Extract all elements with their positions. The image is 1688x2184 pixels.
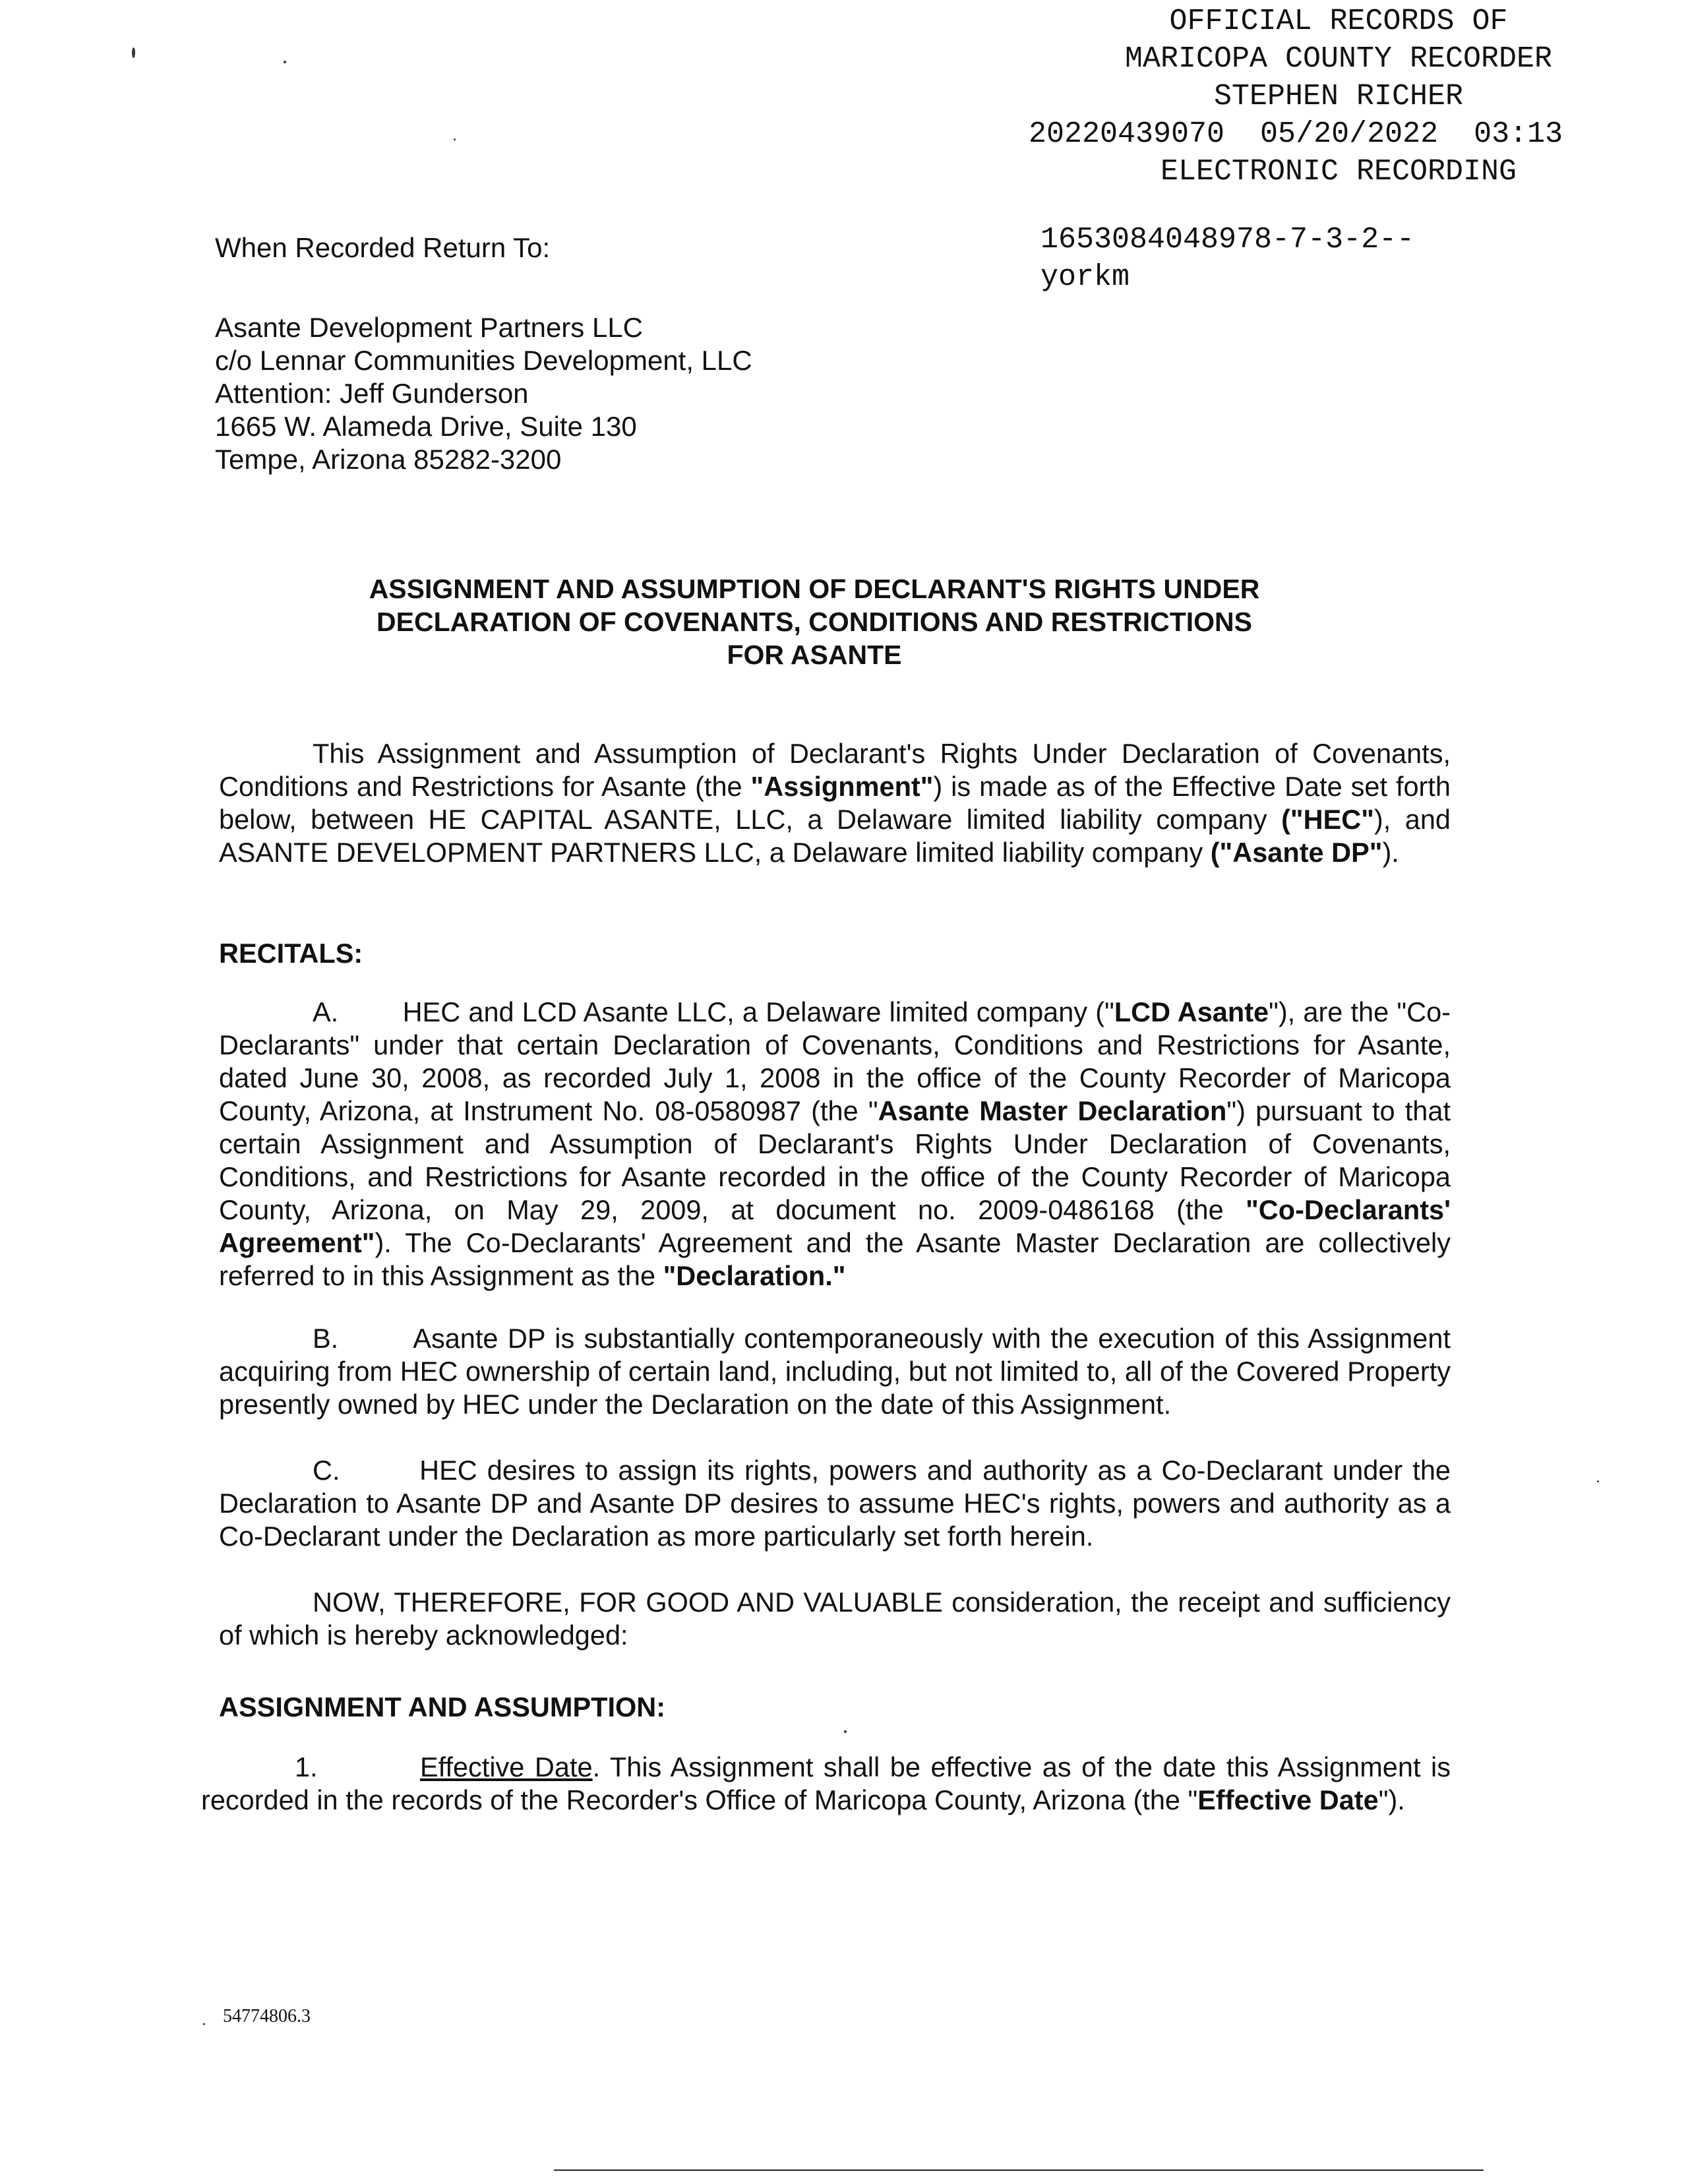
text-run: . This Assignment shall be effective as of the date this Assignment is recorded in the records of the Recorder's Office of Maricopa County, Arizona (the ": [201, 1751, 1451, 1815]
title-line: DECLARATION OF COVENANTS, CONDITIONS AND RESTRICTIONS: [377, 607, 1252, 637]
recitals-heading: RECITALS:: [219, 938, 363, 969]
address-line: c/o Lennar Communities Development, LLC: [215, 345, 752, 376]
now-therefore-paragraph: NOW, THEREFORE, FOR GOOD AND VALUABLE consideration, the receipt and sufficiency of which is hereby acknowledged:: [219, 1587, 1451, 1651]
stamp-line: STEPHEN RICHER: [1213, 80, 1464, 113]
document-title: [218, 572, 1411, 671]
section-number: 1.: [295, 1751, 318, 1782]
stamp-record-number: 20220439070 05/20/2022 03:13: [1029, 117, 1563, 151]
text-run: ").: [1378, 1784, 1405, 1815]
recording-stamp: [1029, 3, 1688, 191]
defined-term: "Co-Declarants' Agreement": [219, 1194, 1451, 1258]
text-run: Asante DP is substantially contemporaneously with the execution of this Assignment acquiring from HEC ownership of certain land, including, but not limited to, all of the Covered Property presently owned by HEC under the Declaration on the date of this Assignment.: [219, 1323, 1451, 1420]
address-line: Asante Development Partners LLC: [215, 312, 644, 343]
text-run: ). The Co-Declarants' Agreement and the Asante Master Declaration are collectively referred to in this Assignment as the: [219, 1227, 1451, 1291]
scan-speck: [284, 61, 286, 63]
recital-a: [219, 996, 1451, 1292]
defined-term: "Assignment": [750, 771, 934, 802]
text-run: ), and ASANTE DEVELOPMENT PARTNERS LLC, a Delaware limited liability company: [219, 804, 1451, 868]
document-id: 54774806.3: [223, 2006, 311, 2026]
address-line: Attention: Jeff Gunderson: [215, 378, 529, 409]
recording-reference: [1040, 221, 1414, 296]
text-run: This Assignment and Assumption of Declarant's Rights Under Declaration of Covenants, Conditions and Restrictions for Asante (the: [219, 738, 1451, 802]
defined-term: Effective Date: [1197, 1784, 1379, 1815]
reference-number: 1653084048978-7-3-2--: [1040, 223, 1415, 257]
defined-term: ("Asante DP": [1210, 837, 1383, 868]
defined-term: ("HEC": [1281, 804, 1374, 835]
recital-letter: A.: [313, 996, 339, 1027]
assignment-heading: ASSIGNMENT AND ASSUMPTION:: [219, 1691, 666, 1722]
stamp-line: ELECTRONIC RECORDING: [1160, 155, 1517, 189]
recital-b: [219, 1322, 1451, 1421]
reference-user: yorkm: [1040, 260, 1130, 294]
address-line: 1665 W. Alameda Drive, Suite 130: [215, 411, 637, 442]
return-address: [215, 311, 752, 476]
intro-paragraph: [219, 737, 1451, 869]
text-run: "), are the "Co-Declarants" under that certain Declaration of Covenants, Conditions and Restrictions for Asante, dated June 30, 2008, as recorded July 1, 2008 in the office of the County Recorder of Maricopa County, Arizona, at Instrument No. 08-0580987 (the ": [219, 996, 1451, 1126]
scan-speck: [132, 47, 135, 58]
section-1: [201, 1751, 1451, 1817]
defined-term: "Declaration.": [663, 1260, 846, 1291]
recital-letter: B.: [313, 1323, 339, 1354]
text-run: ") pursuant to that certain Assignment and Assumption of Declarant's Rights Under Declaration of Covenants, Conditions, and Restrictions for Asante recorded in the office of the County Recorder of Maricopa County, Arizona, on May 29, 2009, at document no. 2009-0486168 (the: [219, 1095, 1451, 1225]
recital-letter: C.: [313, 1455, 340, 1486]
stamp-line: MARICOPA COUNTY RECORDER: [1124, 42, 1553, 76]
title-line: FOR ASANTE: [727, 640, 902, 670]
return-to-label: When Recorded Return To:: [215, 232, 551, 263]
scan-speck: [844, 1730, 847, 1733]
scan-speck: [1597, 1480, 1599, 1482]
scan-speck: [454, 138, 456, 140]
section-heading: Effective Date: [419, 1751, 593, 1782]
text-run: HEC desires to assign its rights, powers and authority as a Co-Declarant under the Declaration to Asante DP and Asante DP desires to assume HEC's rights, powers and authority as a Co-Declarant under the Declaration as more particularly set forth herein.: [219, 1455, 1451, 1552]
text-run: ) is made as of the Effective Date set forth below, between HE CAPITAL ASANTE, LLC, a Delaware limited liability company: [219, 771, 1451, 835]
text-run: ).: [1382, 837, 1399, 868]
defined-term: Asante Master Declaration: [878, 1095, 1227, 1126]
bottom-rule: [554, 2169, 1484, 2171]
title-line: ASSIGNMENT AND ASSUMPTION OF DECLARANT'S RIGHTS UNDER: [369, 574, 1260, 604]
defined-term: LCD Asante: [1114, 996, 1269, 1027]
recital-c: [219, 1454, 1451, 1553]
scan-speck: [203, 2023, 205, 2025]
stamp-line: OFFICIAL RECORDS OF: [1169, 5, 1508, 38]
address-line: Tempe, Arizona 85282-3200: [215, 444, 562, 475]
text-run: HEC and LCD Asante LLC, a Delaware limited company (": [402, 996, 1114, 1027]
